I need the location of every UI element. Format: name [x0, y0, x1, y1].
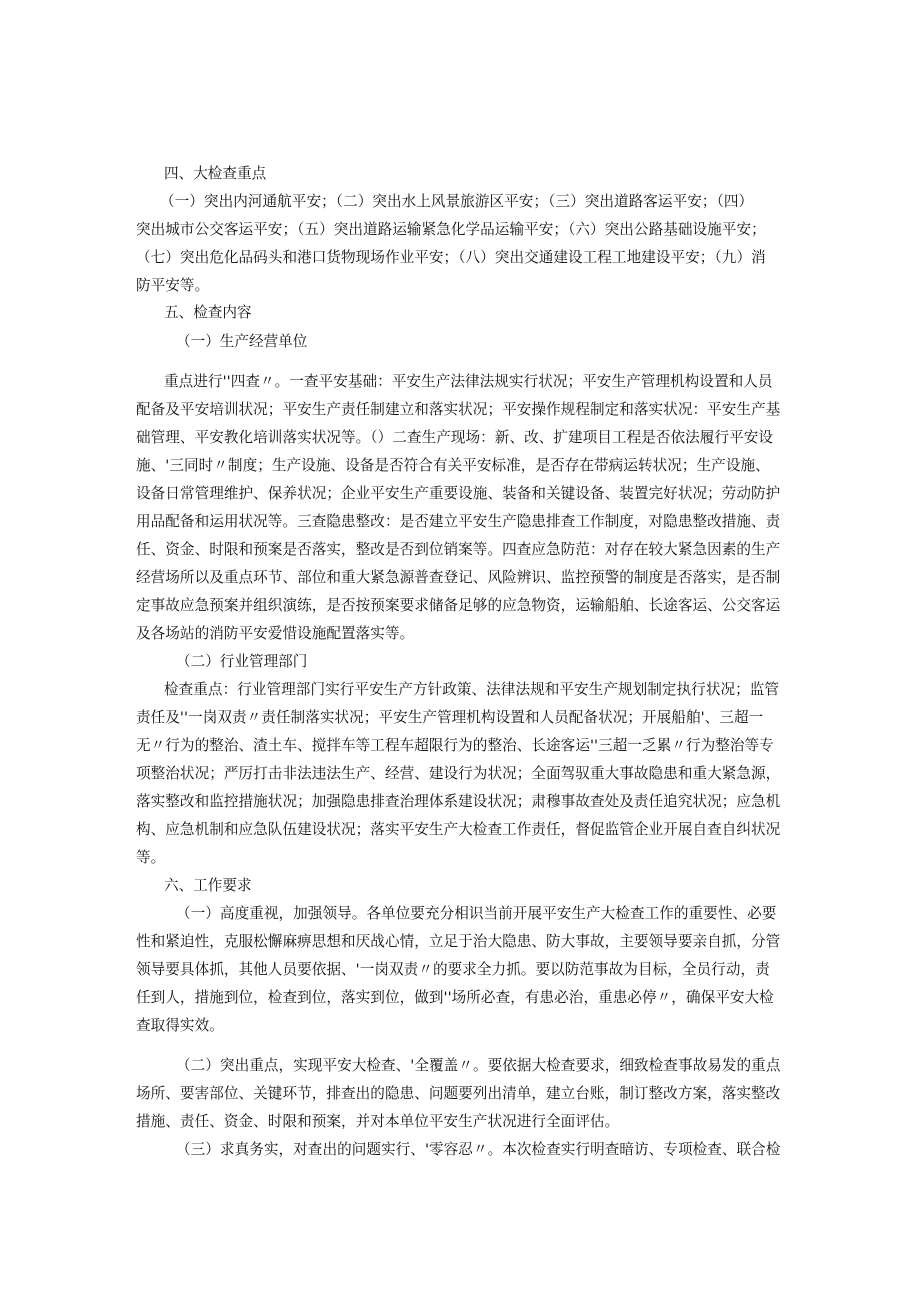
subsection-heading: （二）行业管理部门 — [176, 653, 308, 670]
paragraph-line: 用品配备和运用状况等。三查隐患整改：是否建立平安生产隐患排查工作制度，对隐患整改措施、责 — [136, 513, 781, 530]
paragraph-line: 落实整改和监控措施状况；加强隐患排查治理体系建设状况；肃穆事故查处及责任追究状况；应急机 — [136, 793, 781, 810]
paragraph-line: 及各场站的消防平安爱惜设施配置落实等。 — [136, 625, 415, 642]
paragraph-line: 检查重点：行业管理部门实行平安生产方针政策、法律法规和平安生产规划制定执行状况；监管 — [164, 681, 780, 698]
section-heading-4: 四、大检查重点 — [164, 165, 267, 182]
subsection-heading: （一）生产经营单位 — [176, 333, 308, 350]
paragraph-line: 础管理、平安教化培训落实状况等。（）二查生产现场：新、改、扩建项目工程是否依法履行平安设 — [136, 429, 774, 446]
paragraph-line: 施、'三同时〃制度；生产设施、设备是否符合有关平安标准，是否存在带病运转状况；生产设施、 — [136, 457, 770, 474]
paragraph-line: 责任及''一岗双责〃责任制落实状况；平安生产管理机构设置和人员配备状况；开展船舶'、三超一 — [136, 709, 764, 726]
paragraph-line: （七）突出危化品码头和港口货物现场作业平安；（八）突出交通建设工程工地建设平安；（九）消 — [136, 249, 766, 266]
paragraph-line: 配备及平安培训状况；平安生产责任制建立和落实状况；平安操作规程制定和落实状况：平安生产基 — [136, 401, 781, 418]
paragraph-line: 经营场所以及重点环节、部位和重大紧急源普查登记、风险辨识、监控预警的制度是否落实，是否制 — [136, 569, 781, 586]
paragraph-line: 突出城市公交客运平安；（五）突出道路运输紧急化学品运输平安；（六）突出公路基础设施平安； — [136, 221, 766, 238]
paragraph-line: 任、资金、时限和预案是否落实，整改是否到位销案等。四查应急防范：对存在较大紧急因素的生产 — [136, 541, 781, 558]
paragraph-line: 设备日常管理维护、保养状况；企业平安生产重要设施、装备和关键设备、装置完好状况；劳动防护 — [136, 485, 781, 502]
paragraph-line: （三）求真务实，对查出的问题实行、'零容忍〃。本次检查实行明查暗访、专项检查、联合检 — [176, 1141, 781, 1158]
section-heading-5: 五、检查内容 — [164, 304, 252, 321]
paragraph-line: 任到人，措施到位，检查到位，落实到位，做到''场所必查，有患必治，重患必停〃，确保平安大检 — [136, 989, 774, 1006]
paragraph-line: （二）突出重点，实现平安大检查、'全覆盖〃。要依据大检查要求，细致检查事故易发的重点 — [176, 1057, 781, 1074]
paragraph-line: 防平安等。 — [136, 277, 210, 294]
paragraph-line: 定事故应急预案并组织演练，是否按预案要求储备足够的应急物资，运输船舶、长途客运、公交客运 — [136, 597, 781, 614]
paragraph-line: 项整治状况；严厉打击非法违法生产、经营、建设行为状况；全面驾驭重大事故隐患和重大紧急源， — [136, 765, 781, 782]
paragraph-line: （一）高度重视，加强领导。各单位要充分相识当前开展平安生产大检查工作的重要性、必要 — [176, 905, 777, 922]
paragraph-line: （一）突出内河通航平安；（二）突出水上风景旅游区平安；（三）突出道路客运平安；（四） — [160, 193, 754, 210]
paragraph-line: 措施、责任、资金、时限和预案，并对本单位平安生产状况进行全面评估。 — [136, 1113, 620, 1130]
paragraph-line: 场所、要害部位、关键环节，排查出的隐患、问题要列出清单，建立台账，制订整改方案，落实整改 — [136, 1085, 781, 1102]
paragraph-line: 领导要具体抓，其他人员要依据、'一岗双责〃的要求全力抓。要以防范事故为目标，全员行动，责 — [136, 961, 770, 978]
paragraph-line: 查取得实效。 — [136, 1017, 224, 1034]
paragraph-line: 无〃行为的整治、渣土车、搅拌车等工程车超限行为的整治、长途客运''三超一乏累〃行为整治等专 — [136, 737, 774, 754]
paragraph-line: 性和紧迫性，克服松懈麻痹思想和厌战心情，立足于治大隐患、防大事故，主要领导要亲自抓，分管 — [136, 933, 781, 950]
section-heading-6: 六、工作要求 — [164, 877, 252, 894]
paragraph-line: 等。 — [136, 849, 166, 866]
paragraph-line: 构、应急机制和应急队伍建设状况；落实平安生产大检查工作责任，督促监管企业开展自查自纠状况 — [136, 821, 781, 838]
paragraph-line: 重点进行''四查〃。一查平安基础：平安生产法律法规实行状况；平安生产管理机构设置和人员 — [164, 373, 773, 390]
